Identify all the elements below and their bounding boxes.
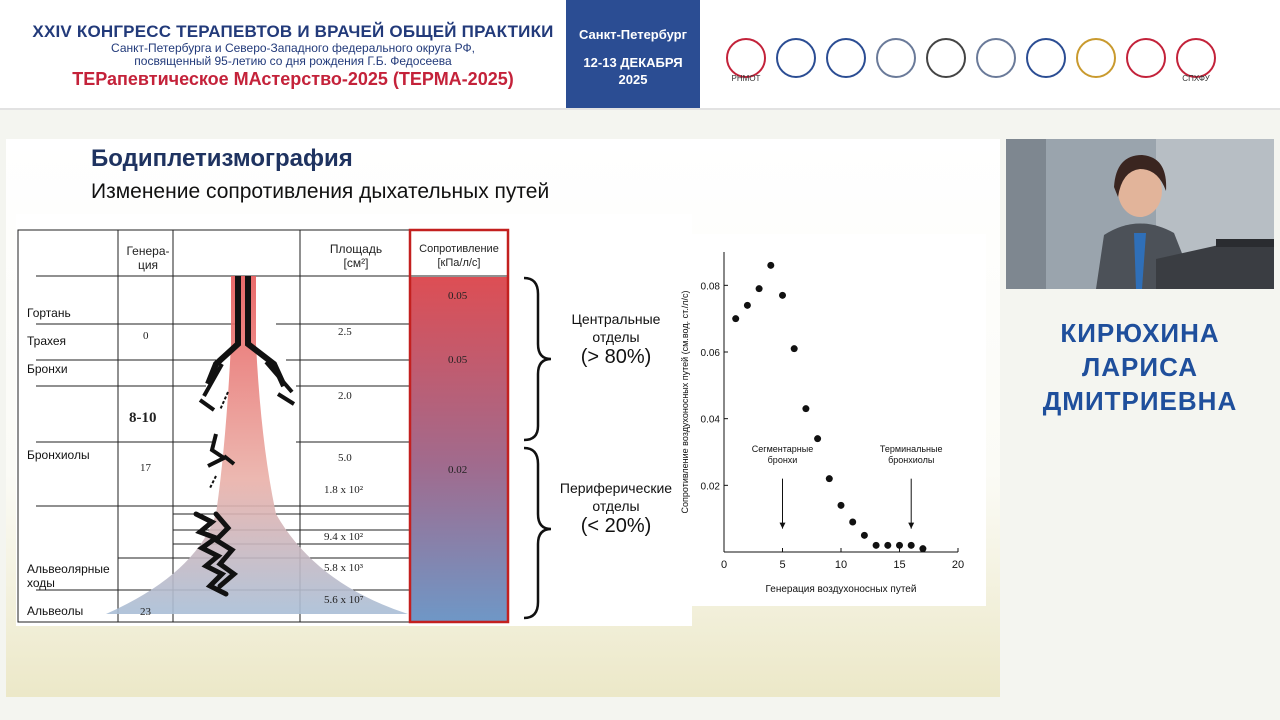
area-trachea: 2.5 xyxy=(338,326,352,338)
peripheral-region-percent: (< 20%) xyxy=(580,515,652,537)
data-point xyxy=(919,545,926,552)
data-point xyxy=(826,475,833,482)
resistance-scatter-chart xyxy=(676,234,986,606)
annotation-arrowhead xyxy=(908,523,914,529)
x-tick-label: 0 xyxy=(720,559,728,571)
area-alveolar-ducts: 5.8 x 10³ xyxy=(324,562,364,574)
data-point xyxy=(849,519,856,526)
spkhfu-logo-icon xyxy=(1176,38,1216,78)
logo-caption: СПХФУ xyxy=(1182,74,1210,83)
date-line-2: 2025 xyxy=(618,72,648,87)
header-resistance: Сопротивление [кПа/л/с] xyxy=(419,243,499,269)
data-point xyxy=(779,292,786,299)
annotation-label-1: бронхиолы xyxy=(888,455,935,465)
data-point xyxy=(744,302,751,309)
city-label: Санкт-Петербург xyxy=(578,27,688,42)
peripheral-region-label: Периферические отделы xyxy=(559,480,673,514)
data-point xyxy=(732,315,739,322)
scatter-chart-svg xyxy=(676,234,986,606)
airway-resistance-table xyxy=(16,214,692,626)
generation-bronchioles: 17 xyxy=(140,462,151,474)
date-box xyxy=(566,0,700,108)
portrait-seal-icon xyxy=(926,38,966,78)
x-tick-label: 10 xyxy=(834,559,848,571)
header-generation: Генера- ция xyxy=(126,244,170,272)
medical-cross-logo-icon xyxy=(826,38,866,78)
banner-text xyxy=(0,22,586,90)
area-alveoli: 5.6 x 10⁷ xyxy=(324,594,364,606)
generation-bronchi: 8-10 xyxy=(129,410,157,426)
building-seal-icon xyxy=(976,38,1016,78)
resistance-value-2: 0.05 xyxy=(448,354,468,366)
central-region-label: Центральные отделы xyxy=(571,311,661,345)
annotation-arrowhead xyxy=(780,523,786,529)
conference-banner xyxy=(0,0,1280,110)
shield-emblem-icon xyxy=(1026,38,1066,78)
speaker-video xyxy=(1006,139,1274,289)
annotation-label-0: Сегментарные xyxy=(751,444,814,454)
row-label-bronchioles: Бронхиолы xyxy=(27,448,90,462)
area-row-6: 1.8 x 10² xyxy=(324,484,364,496)
data-point xyxy=(861,532,868,539)
row-label-bronchi: Бронхи xyxy=(27,362,68,376)
data-point xyxy=(814,435,821,442)
row-label-alveoli: Альвеолы xyxy=(27,604,84,618)
presentation-slide xyxy=(6,139,1000,697)
x-tick-label: 15 xyxy=(893,559,906,571)
heart-logo-icon xyxy=(1076,38,1116,78)
y-axis-label: Сопротивление воздухоносных путей (см.вод. ст./л/с) xyxy=(680,290,690,514)
data-point xyxy=(838,502,845,509)
logo-caption: РНМОТ xyxy=(731,74,761,83)
data-point xyxy=(896,542,903,549)
speaker-surname: КИРЮХИНА xyxy=(1060,318,1220,348)
generation-alveoli: 23 xyxy=(140,606,151,618)
resistance-value-3: 0.02 xyxy=(448,464,468,476)
banner-subtitle-2: посвященный 95-летию со дня рождения Г.Б. Федосеева xyxy=(134,54,452,68)
x-axis-label: Генерация воздухоносных путей xyxy=(765,584,917,595)
y-tick-label: 0.04 xyxy=(700,414,720,426)
central-region-percent: (> 80%) xyxy=(580,346,652,368)
slide-subtitle: Изменение сопротивления дыхательных путей xyxy=(91,180,550,203)
header-area: Площадь [см²] xyxy=(329,242,383,270)
rnmot-logo-icon xyxy=(726,38,766,78)
society-logo-icon xyxy=(776,38,816,78)
banner-event-name: ТЕРапевтическое МАстерство-2025 (ТЕРМА-2025) xyxy=(72,69,514,89)
area-bronchi: 2.0 xyxy=(338,390,352,402)
annotation-label-0: бронхи xyxy=(767,455,798,465)
speaker-photo xyxy=(1006,139,1274,289)
slide-title: Бодиплетизмография xyxy=(91,145,353,172)
y-tick-label: 0.08 xyxy=(700,281,720,293)
data-point xyxy=(873,542,880,549)
date-line-1: 12-13 ДЕКАБРЯ xyxy=(583,55,683,70)
data-point xyxy=(802,405,809,412)
y-tick-label: 0.02 xyxy=(700,481,720,493)
data-point xyxy=(884,542,891,549)
area-row-7: 9.4 x 10² xyxy=(324,531,364,543)
speaker-first-name: ЛАРИСА xyxy=(1082,352,1198,382)
y-tick-label: 0.06 xyxy=(700,348,720,359)
data-point xyxy=(756,285,763,292)
university-seal-icon xyxy=(876,38,916,78)
banner-subtitle-1: Санкт-Петербурга и Северо-Западного федерального округа РФ, xyxy=(111,41,475,55)
row-label-larynx: Гортань xyxy=(27,306,71,320)
data-point xyxy=(767,262,774,269)
x-tick-label: 20 xyxy=(951,559,965,571)
date-label xyxy=(566,54,700,88)
annotation-label-1: Терминальные xyxy=(879,444,943,454)
area-bronchioles: 5.0 xyxy=(338,452,352,464)
speaker-name xyxy=(1006,316,1274,418)
partner-logos xyxy=(726,38,1246,88)
generation-trachea: 0 xyxy=(143,330,149,342)
eagle-emblem-icon xyxy=(1126,38,1166,78)
row-label-alveolar-ducts: Альвеолярные ходы xyxy=(27,562,110,590)
speaker-patronymic: ДМИТРИЕВНА xyxy=(1042,386,1238,416)
banner-title: XXIV КОНГРЕСС ТЕРАПЕВТОВ И ВРАЧЕЙ ОБЩЕЙ ПРАКТИКИ xyxy=(32,22,554,41)
row-label-trachea: Трахея xyxy=(27,334,67,348)
data-point xyxy=(791,345,798,352)
data-point xyxy=(908,542,915,549)
x-tick-label: 5 xyxy=(779,559,786,571)
resistance-value-1: 0.05 xyxy=(448,290,468,302)
